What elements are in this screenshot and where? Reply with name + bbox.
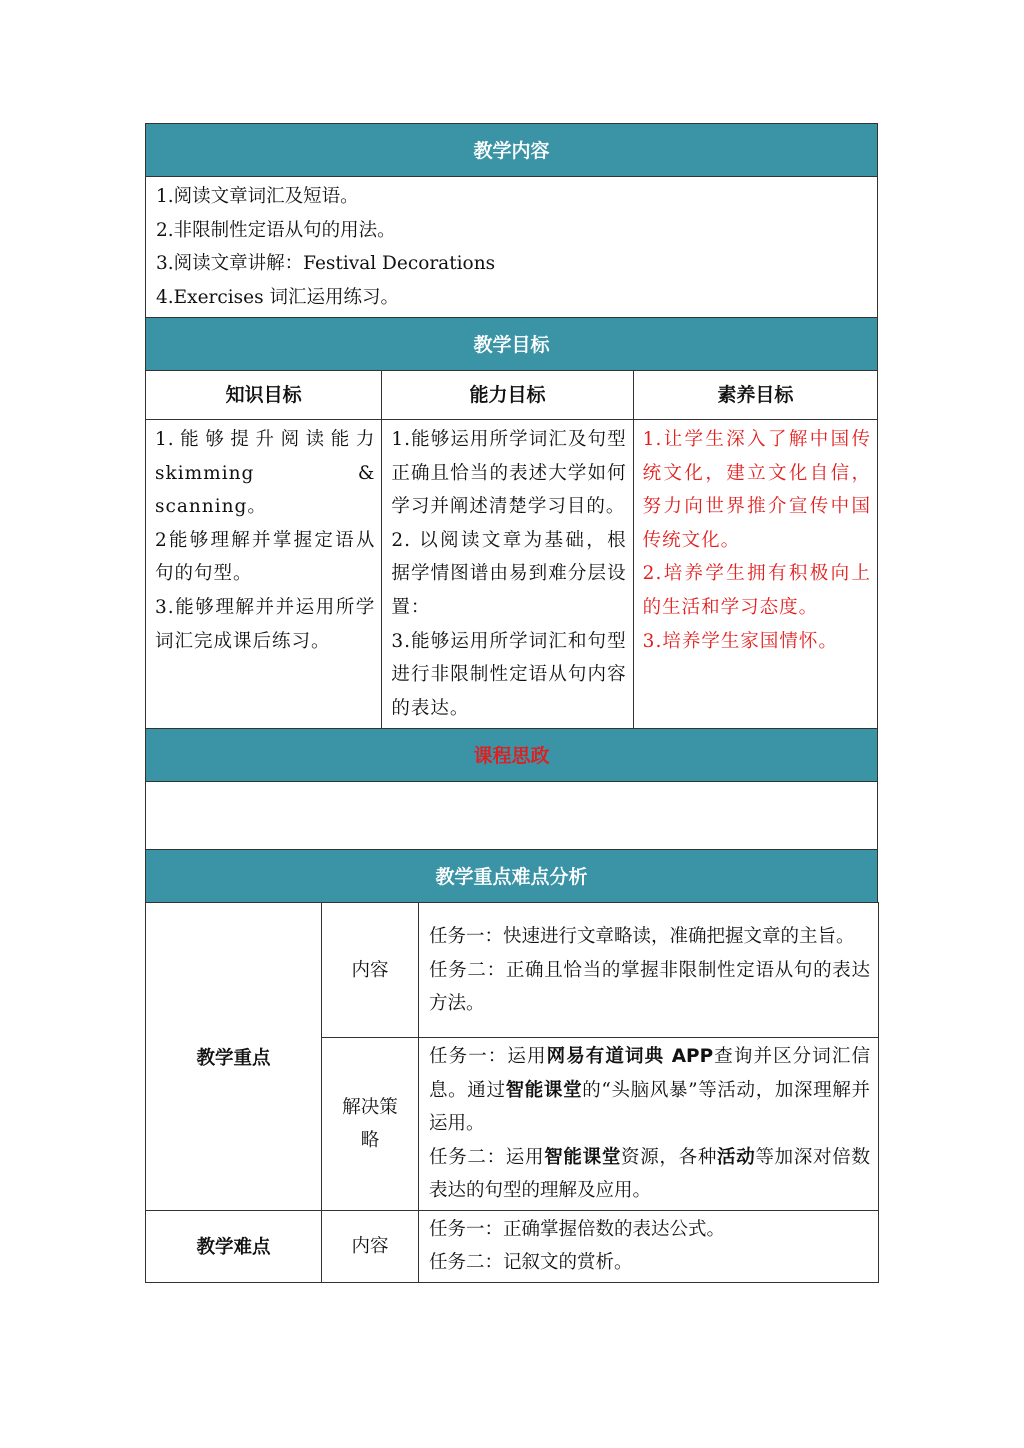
- content-line: 4.Exercises 词汇运用练习。: [156, 286, 399, 308]
- content-line: 1.阅读文章词汇及短语。: [156, 186, 359, 207]
- goal-item: 1.让学生深入了解中国传统文化，建立文化自信，努力向世界推介宣传中国传统文化。: [642, 429, 871, 551]
- task-line: 任务一：快速进行文章略读，准确把握文章的主旨。: [429, 926, 855, 948]
- teaching-content-body: [145, 176, 878, 318]
- literacy-goals: [634, 420, 877, 728]
- goal-item: 2.培养学生拥有积极向上的生活和学习态度。: [642, 563, 871, 618]
- difficult-content-cell: [419, 1210, 879, 1282]
- table-row: [146, 1210, 879, 1282]
- content-label: 内容: [322, 1210, 419, 1282]
- strategy-label: 解决策略: [322, 1038, 419, 1211]
- goals-body: [145, 419, 878, 729]
- table-row: [146, 903, 879, 1038]
- goal-item: 3.能够运用所学词汇和句型进行非限制性定语从句内容的表达。: [391, 630, 627, 719]
- lesson-plan-document: [145, 124, 878, 1283]
- ideological-body-empty: [145, 781, 878, 850]
- section-header-teaching-content: 教学内容: [145, 123, 878, 177]
- key-points-label: 教学重点: [146, 903, 322, 1211]
- goal-item: 1.能够运用所学词汇及句型正确且恰当的表述大学如何学习并阐述清楚学习目的。: [391, 429, 627, 518]
- goal-item: 3.能够理解并并运用所学词汇完成课后练习。: [155, 596, 376, 652]
- section-header-teaching-goals: 教学目标: [145, 317, 878, 371]
- knowledge-goal-heading: 知识目标: [146, 371, 382, 419]
- task-line: 任务二：记叙文的赏析。: [429, 1252, 633, 1274]
- goal-item: 2能够理解并掌握定语从句的句型。: [155, 529, 376, 585]
- content-line: 2.非限制性定语从句的用法。: [156, 219, 396, 241]
- strategy-cell: [419, 1038, 879, 1211]
- task-line: 任务一：正确掌握倍数的表达公式。: [429, 1218, 726, 1240]
- task-line: 任务二：正确且恰当的掌握非限制性定语从句的表达方法。: [429, 959, 870, 1015]
- literacy-goal-heading: 素养目标: [717, 384, 794, 406]
- goal-item: 1.能够提升阅读能力skimming & scanning。: [155, 429, 376, 518]
- difficult-points-label: 教学难点: [146, 1210, 322, 1282]
- content-label: 内容: [322, 903, 419, 1038]
- goal-item: 2. 以阅读文章为基础，根据学情图谱由易到难分层设置：: [391, 529, 627, 618]
- goals-column-headers: [145, 370, 878, 420]
- analysis-table: [145, 902, 879, 1283]
- strategy-line-2: 任务二：运用智能课堂资源，各种活动等加深对倍数表达的句型的理解及应用。: [429, 1146, 870, 1202]
- strategy-line-1: 任务一：运用网易有道词典 APP查询并区分词汇信息。通过智能课堂的“头脑风暴”等活动，加深理解并运用。: [429, 1046, 870, 1135]
- content-line: 3.阅读文章讲解：Festival Decorations: [156, 253, 496, 274]
- ability-goals: [382, 420, 633, 728]
- knowledge-goals: [146, 420, 382, 728]
- goal-item: 3.培养学生家国情怀。: [642, 630, 838, 652]
- key-content-cell: [419, 903, 879, 1038]
- section-header-key-difficult-analysis: 教学重点难点分析: [145, 849, 878, 903]
- ability-goal-heading: 能力目标: [382, 371, 633, 419]
- section-header-ideological: 课程思政: [145, 728, 878, 782]
